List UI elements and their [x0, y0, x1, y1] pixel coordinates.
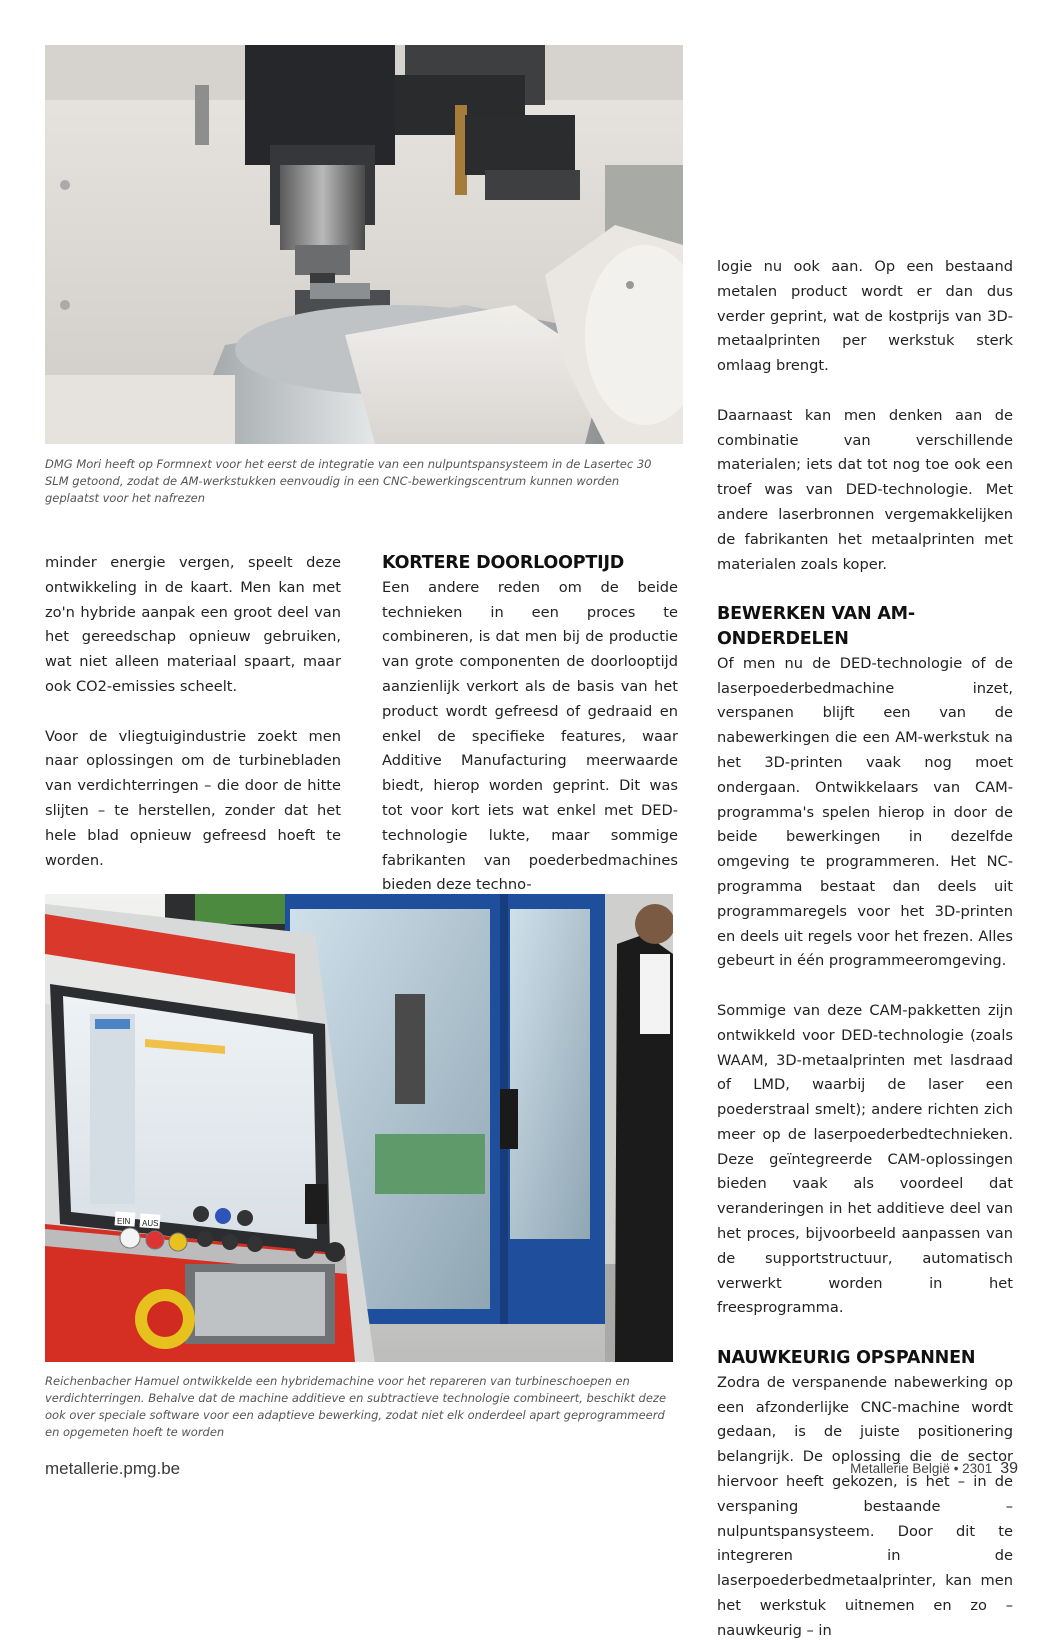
column-1-paragraph-1: minder energie vergen, speelt deze ontwikkeling in de kaart. Men kan met zo'n hybride aanpak een groot deel van het gereedschap opnieuw gebruiken, wat niet alleen materiaal spaart, maar ook CO2-emissies scheelt.	[45, 554, 341, 695]
section-heading-bewerken-am-onderdelen: BEWERKEN VAN AM-ONDERDELEN	[717, 604, 915, 649]
column-1	[45, 551, 341, 873]
column-3-paragraph-5: Zodra de verspanende nabewerking op een afzonderlijke CNC-machine wordt gedaan, is de juiste positionering belangrijk. De oplossing die de sector hiervoor heeft gekozen, is het – in de verspaning bestaande – nulpuntspansysteem. Door dit te integreren in de laserpoederbedmetaalprinter, kan men het werkstuk uitnemen en zo – nauwkeurig – in	[717, 1373, 1013, 1639]
footer-magazine-issue: Metallerie België • 2301	[850, 1461, 993, 1476]
photo-dmg-mori-machine	[45, 45, 683, 444]
column-3	[717, 255, 1013, 1644]
column-3-paragraph-2: Daarnaast kan men denken aan de combinatie van verschillende materialen; iets dat tot nog toe ook een troef was van DED-technologie. Met andere laserbronnen vergemakkelijken de fabrikanten het metaalprinten met materialen zoals koper.	[717, 406, 1013, 573]
column-2	[382, 551, 678, 898]
spacer	[717, 577, 1013, 602]
page-number: 39	[1000, 1460, 1018, 1477]
photo-reichenbacher-machine	[45, 894, 673, 1362]
section-heading-nauwkeurig-opspannen: NAUWKEURIG OPSPANNEN	[717, 1348, 976, 1369]
reichenbacher-illustration	[45, 894, 673, 1362]
figure-2-caption: Reichenbacher Hamuel ontwikkelde een hybridemachine voor het repareren van turbineschoepen en verdichterringen. Behalve dat de machine additieve en subtractieve technologie combineert, beschikt deze ook over speciale software voor een adaptieve bewerking, zodat niet elk onderdeel apart geprogrammeerd en opgemeten hoeft te worden	[45, 1374, 667, 1439]
figure-1-caption: DMG Mori heeft op Formnext voor het eerst de integratie van een nulpuntspansysteem in de Lasertec 30 SLM getoond, zodat de AM-werkstukken eenvoudig in een CNC-bewerkingscentrum kunnen worden geplaatst voor het nafrezen	[45, 457, 652, 505]
footer-publication	[850, 1460, 1018, 1478]
column-3-paragraph-3: Of men nu de DED-technologie of de laserpoederbedmachine inzet, verspanen blijft een van de nabewerkingen die een AM-werkstuk na het 3D-printen vaak nog moet ondergaan. Ontwikkelaars van CAM-programma's spelen hierop in door de beide bewerkingen in dezelfde omgeving te programmeren. Het NC-programma bestaat dan deels uit programmaregels voor het 3D-printen en deels uit regels voor het frezen. Alles gebeurt in één programmeeromgeving.	[717, 654, 1013, 970]
spacer	[717, 1321, 1013, 1346]
section-heading-kortere-doorlooptijd: KORTERE DOORLOOPTIJD	[382, 553, 625, 573]
panel-label-aus: AUS	[142, 1219, 159, 1228]
column-3-paragraph-4: Sommige van deze CAM-pakketten zijn ontwikkeld voor DED-technologie (zoals WAAM, 3D-metaalprinten met lasdraad of LMD, waarbij de laser een poederstraal smelt); andere richten zich meer op de laserpoederbedtechnieken. Deze geïntegreerde CAM-oplossingen bieden vaak als voordeel dat veranderingen in het additieve deel van het proces, bijvoorbeeld aanpassen van de supportstructuur, automatisch verwerkt worden in het freesprogramma.	[717, 1001, 1013, 1317]
panel-label-ein: EIN	[117, 1217, 131, 1226]
column-1-paragraph-2: Voor de vliegtuigindustrie zoekt men naar oplossingen om de turbinebladen van verdichterringen – die door de hitte slijten – te herstellen, zonder dat het hele blad opnieuw gefreesd hoeft te worden.	[45, 727, 341, 869]
dmg-mori-illustration	[45, 45, 683, 444]
footer-website: metallerie.pmg.be	[45, 1459, 181, 1478]
column-3-paragraph-1: logie nu ook aan. Op een bestaand metalen product wordt er dan dus verder geprint, wat de kostprijs van 3D-metaalprinten per werkstuk sterk omlaag brengt.	[717, 258, 1013, 375]
column-2-paragraph-1: Een andere reden om de beide technieken in een proces te combineren, is dat men bij de productie van grote componenten de doorlooptijd aanzienlijk verkort als de basis van het product wordt gefreesd of gedraaid en enkel de specifieke features, waar Additive Manufacturing meerwaarde biedt, hierop worden geprint. Dit was tot voor kort iets wat enkel met DED-technologie lukte, maar sommige fabrikanten van poederbedmachines bieden deze techno-	[382, 578, 678, 894]
